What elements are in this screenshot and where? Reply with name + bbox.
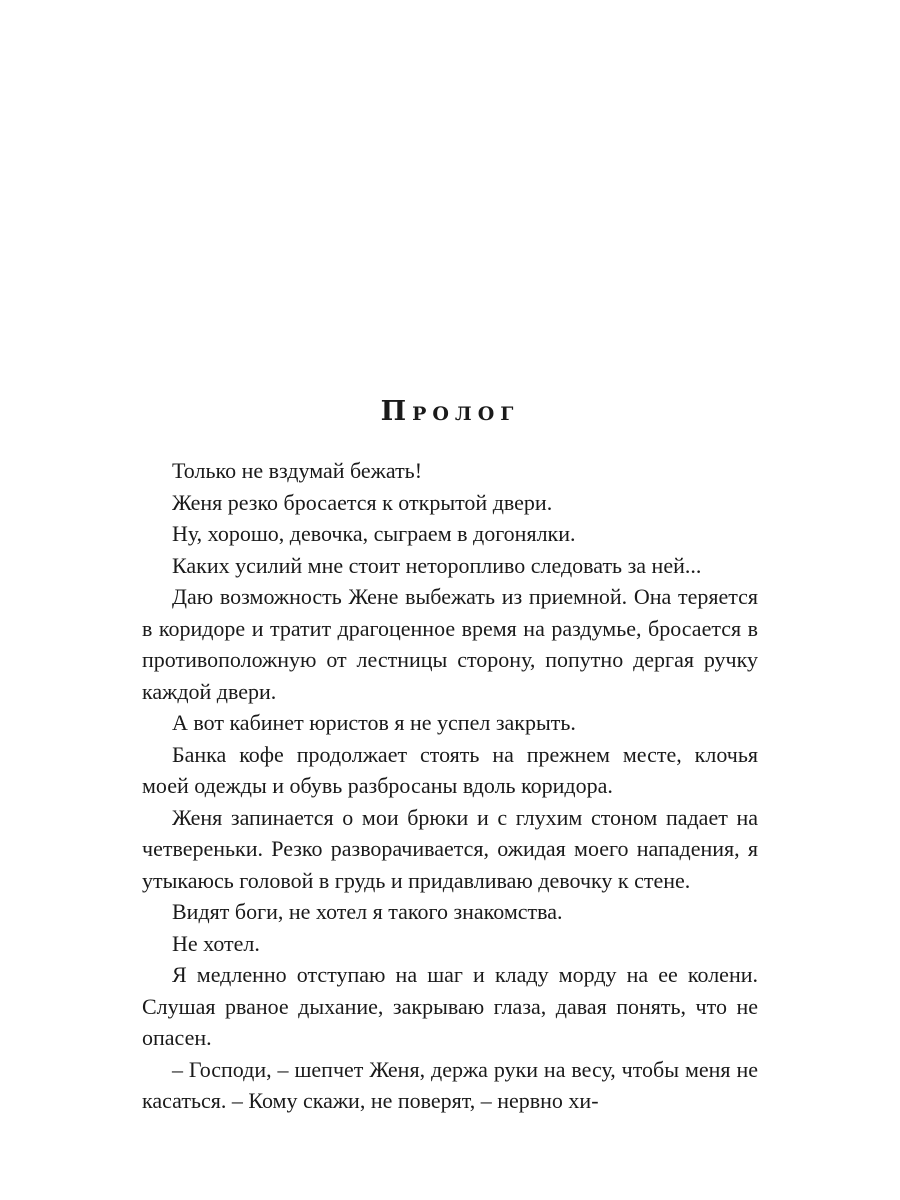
paragraph: Я медленно отступаю на шаг и кладу морду на ее колени. Слушая рваное дыхание, закрываю глаза, давая понять, что не опасен. [142, 962, 758, 1050]
paragraph: Только не вздумай бежать! [172, 458, 423, 483]
chapter-text [142, 455, 758, 1117]
paragraph: Женя резко бросается к открытой двери. [172, 489, 553, 515]
paragraph: Даю возможность Жене выбежать из приемной. Она теряется в коридоре и тратит драгоценное время на раздумье, бросается в противоположную от лестницы сторону, попутно дергая ручку каждой двери. [142, 584, 758, 704]
paragraph: Ну, хорошо, девочка, сыграем в догонялки. [172, 521, 576, 546]
paragraph: – Господи, – шепчет Женя, держа руки на весу, чтобы меня не касаться. – Кому скажи, не поверят, – нервно хи- [142, 1056, 758, 1113]
paragraph: Банка кофе продолжает стоять на прежнем месте, клочья моей одежды и обувь разбросаны вдоль коридора. [142, 741, 758, 798]
paragraph: Не хотел. [172, 930, 260, 956]
paragraph: Видят боги, не хотел я такого знакомства. [172, 899, 563, 924]
paragraph: Каких усилий мне стоит неторопливо следовать за ней... [172, 552, 702, 578]
chapter-title: Пролог [380, 396, 520, 427]
paragraph: Женя запинается о мои брюки и с глухим стоном падает на четвереньки. Резко разворачивается, ожидая моего нападения, я утыкаюсь головой в грудь и придавливаю девочку к стене. [142, 804, 758, 893]
paragraph: А вот кабинет юристов я не успел закрыть. [172, 710, 576, 735]
